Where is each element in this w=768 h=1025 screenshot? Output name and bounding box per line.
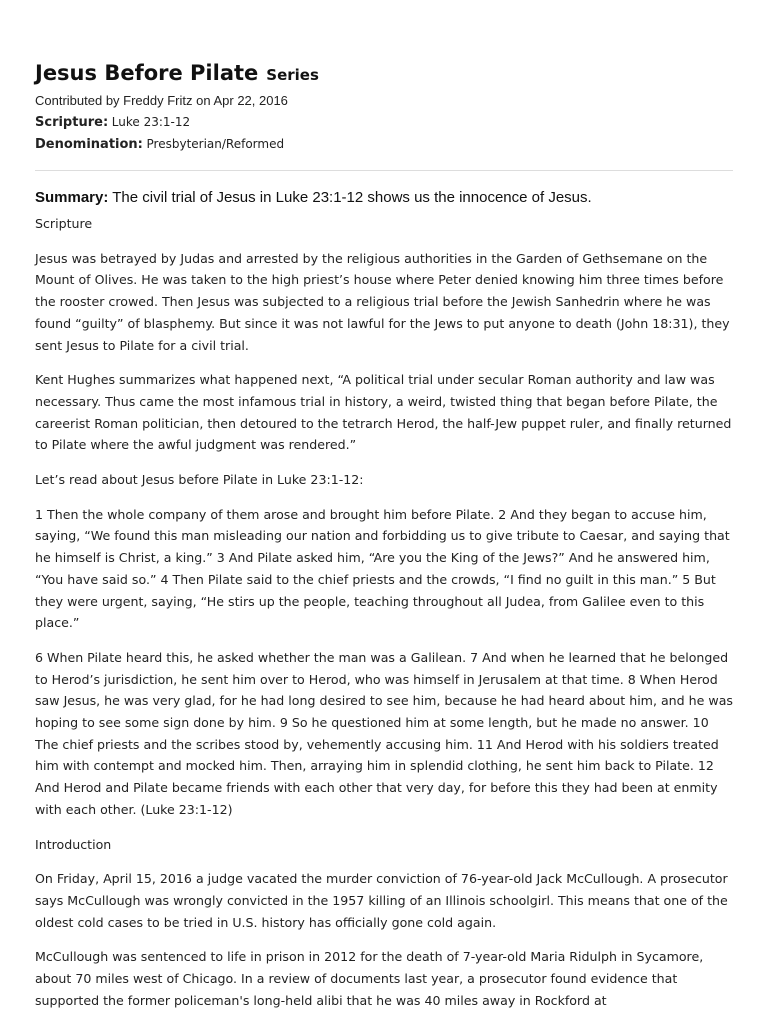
denomination-label: Denomination: [35, 137, 143, 152]
contributor-line: Contributed by Freddy Fritz on Apr 22, 2016 [35, 93, 288, 108]
scripture-label: Scripture: [35, 115, 109, 130]
scripture-value[interactable]: Luke 23:1-12 [111, 115, 191, 129]
denomination-meta [35, 133, 733, 155]
paragraph: Let’s read about Jesus before Pilate in Luke 23:1-12: [35, 472, 364, 488]
paragraph: Jesus was betrayed by Judas and arrested by the religious authorities in the Garden of Gethsemane on the Mount of Olives. He was taken to the high priest’s house where Peter denied knowing him three times before the rooster crowed. Then Jesus was subjected to a religious trial before the Jewish Sanhedrin where he was found “guilty” of blasphemy. But since it was not lawful for the Jews to put anyone to death (John 18:31), they sent Jesus to Pilate for a civil trial. [35, 250, 730, 353]
section-heading-scripture: Scripture [35, 216, 93, 231]
scripture-passage: 6 When Pilate heard this, he asked whether the man was a Galilean. 7 And when he learned that he belonged to Herod’s jurisdiction, he sent him over to Herod, who was himself in Jerusalem at that time. 8 When Herod saw Jesus, he was very glad, for he had long desired to see him, because he had heard about him, and he was hoping to see some sign done by him. 9 So he questioned him at some length, but he made no answer. 10 The chief priests and the scribes stood by, vehemently accusing him. 11 And Herod with his soldiers treated him with contempt and mocked him. Then, arraying him in splendid clothing, he sent him back to Pilate. 12 And Herod and Pilate became friends with each other that very day, for before this they had been at enmity with each other. (Luke 23:1-12) [35, 649, 733, 817]
scripture-passage: 1 Then the whole company of them arose and brought him before Pilate. 2 And they began to accuse him, saying, “We found this man misleading our nation and forbidding us to give tribute to Caesar, and saying that he himself is Christ, a king.” 3 And Pilate asked him, “Are you the King of the Jews?” And he answered him, “You have said so.” 4 Then Pilate said to the chief priests and the crowds, “I find no guilt in this man.” 5 But they were urgent, saying, “He stirs up the people, teaching throughout all Judea, from Galilee even to this place.” [35, 506, 730, 631]
scripture-meta [35, 111, 733, 133]
sermon-page [35, 56, 733, 1025]
summary [35, 187, 733, 209]
sermon-body [35, 213, 733, 1012]
denomination-value[interactable]: Presbyterian/Reformed [146, 137, 285, 151]
page-title [35, 56, 733, 88]
sermon-title: Jesus Before Pilate [35, 61, 259, 85]
section-heading-introduction: Introduction [35, 836, 112, 852]
summary-text: The civil trial of Jesus in Luke 23:1-12 shows us the innocence of Jesus. [112, 189, 592, 206]
summary-label: Summary: [35, 189, 109, 206]
header-divider [35, 170, 733, 171]
paragraph: On Friday, April 15, 2016 a judge vacated the murder conviction of 76-year-old Jack McCullough. A prosecutor says McCullough was wrongly convicted in the 1957 killing of an Illinois schoolgirl. This means that one of the oldest cold cases to be tried in U.S. history has officially gone cold again. [35, 871, 728, 930]
series-link[interactable]: Series [266, 66, 319, 84]
paragraph: Kent Hughes summarizes what happened next, “A political trial under secular Roman authority and law was necessary. Thus came the most infamous trial in history, a weird, twisted thing that began before Pilate, the careerist Roman politician, then detoured to the tetrarch Herod, the half-Jew puppet ruler, and finally returned to Pilate where the awful judgment was rendered.” [35, 372, 732, 453]
paragraph: McCullough was sentenced to life in prison in 2012 for the death of 7-year-old Maria Ridulph in Sycamore, about 70 miles west of Chicago. In a review of documents last year, a prosecutor found evidence that supported the former policeman's long-held alibi that he was 40 miles away in Rockford at [35, 949, 704, 1008]
